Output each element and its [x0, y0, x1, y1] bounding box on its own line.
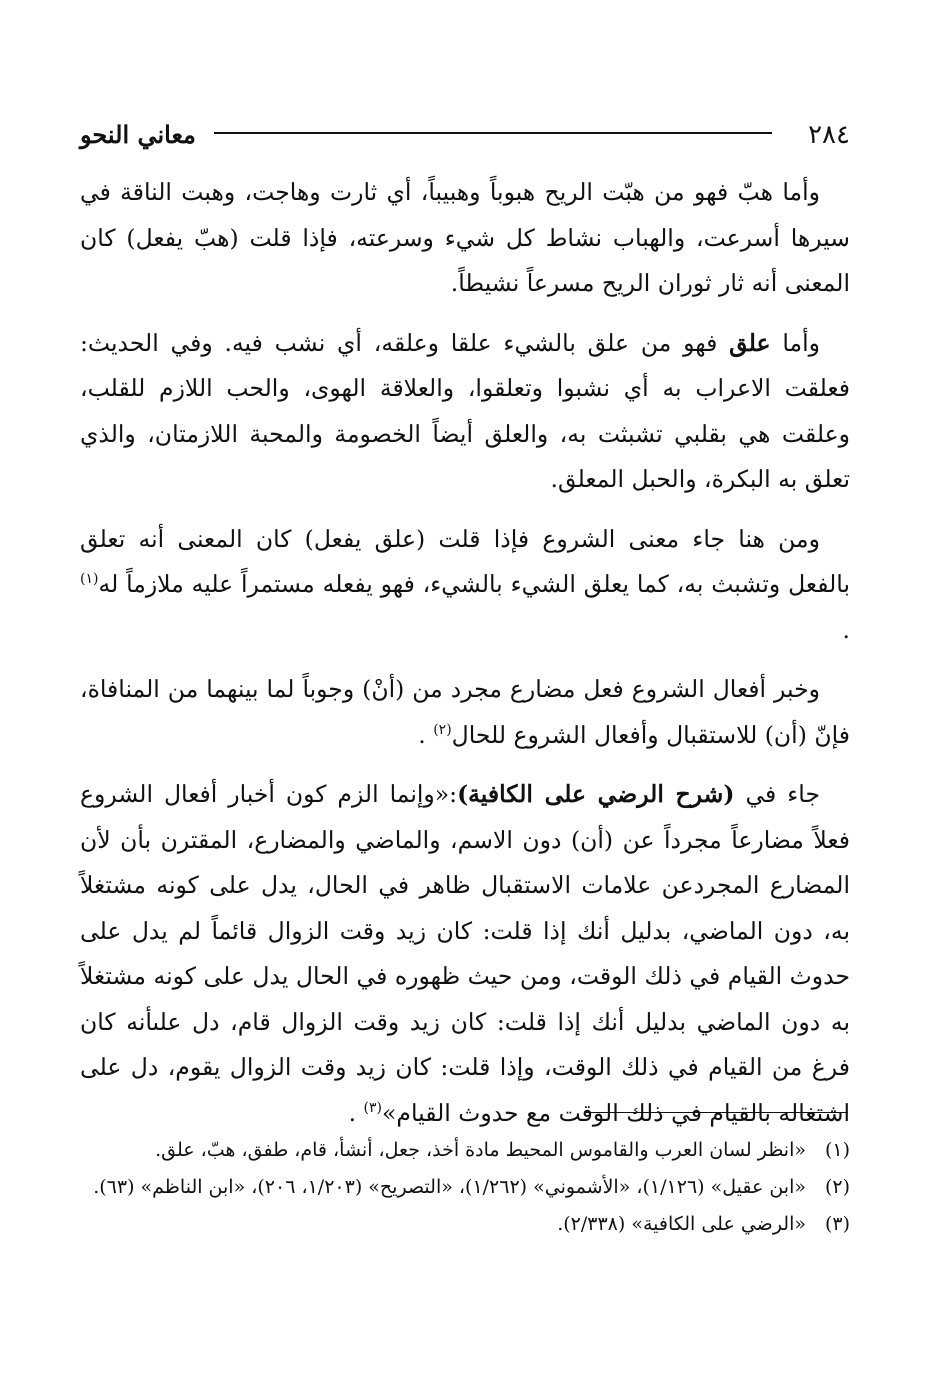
page-header: [80, 118, 850, 158]
footnote-ref-1[interactable]: (١): [80, 571, 99, 588]
footnote-text: «الرضي على الكافية» (٢/٣٣٨).: [557, 1213, 806, 1235]
header-rule: [214, 132, 772, 134]
running-title: معاني النحو: [80, 120, 196, 149]
footnote-number: (١): [824, 1139, 850, 1161]
footnote-separator: [586, 1112, 848, 1113]
footnote-number: (٣): [824, 1213, 850, 1235]
footnote-3: [80, 1210, 850, 1238]
paragraph-radi-quote: [80, 772, 850, 1136]
paragraph-end: .: [418, 720, 426, 749]
footnote-1: [80, 1136, 850, 1164]
paragraph-text: ومن هنا جاء معنى الشروع فإذا قلت (علق يفعل) كان المعنى أنه تعلق بالفعل وتشبث به، كما يعلق الشيء بالشيء، فهو يفعله مستمراً عليه ملازماً له: [80, 524, 850, 598]
main-text: [80, 170, 850, 1136]
paragraph-end: .: [842, 615, 850, 644]
paragraph-khabar: [80, 667, 850, 758]
paragraph-text: وأما هبّ فهو من هبّت الريح هبوباً وهبيباً، أي ثارت وهاجت، وهبت الناقة في سيرها أسرعت، والهباب نشاط كل شيء وسرعته، فإذا قلت (هبّ يفعل) كان المعنى أنه ثار ثوران الريح مسرعاً نشيطاً.: [80, 178, 850, 297]
paragraph-text: وخبر أفعال الشروع فعل مضارع مجرد من (أنْ) وجوباً لما بينهما من المنافاة، فإنّ (أن) للاستقبال وأفعال الشروع للحال: [80, 675, 850, 749]
page-number: ٢٨٤: [808, 120, 850, 150]
paragraph-lead: جاء في: [745, 780, 820, 808]
footnote-text: «ابن عقيل» (١/١٢٦)، «الأشموني» (١/٢٦٢)، «التصريح» (١/٢٠٣، ٢٠٦)، «ابن الناظم» (٦٣).: [93, 1176, 806, 1198]
footnote-ref-3[interactable]: (٣): [363, 1099, 383, 1116]
paragraph-shuru: [80, 517, 850, 654]
source-title: (شرح الرضي على الكافية): [457, 780, 735, 808]
paragraph-hubba: [80, 170, 850, 307]
paragraph-aliqa: [80, 321, 850, 503]
footnote-number: (٢): [824, 1176, 850, 1198]
paragraph-end: .: [348, 1098, 357, 1127]
paragraph-lead: وأما: [782, 328, 820, 357]
paragraph-text: فهو من علق بالشيء علقا وعلقه، أي نشب فيه. وفي الحديث: فعلقت الاعراب به أي نشبوا وتعلقوا، والعلاقة الهوى، والحب اللازم للقلب، وعلقت هي بقلبي تشبثت به، والعلق أيضاً الخصومة والمحبة اللازمتان، والذي تعلق به البكرة، والحبل المعلق.: [80, 328, 850, 493]
footnote-2: [80, 1173, 850, 1201]
term-aliqa: علق: [729, 328, 771, 357]
footnote-ref-2[interactable]: (٢): [433, 721, 452, 738]
footnote-text: «انظر لسان العرب والقاموس المحيط مادة أخذ، جعل، أنشأ، قام، طفق، هبّ، علق.: [155, 1139, 806, 1161]
footnotes: [80, 1136, 850, 1247]
quote-text: :«وإنما الزم كون أخبار أفعال الشروع فعلاً مضارعاً مجرداً عن (أن) دون الاسم، والماضي والمضارع، المقترن بأن لأن المضارع المجردعن علامات الاستقبال ظاهر في الحال، يدل على كونه مشتغلاً به، دون الماضي، بدليل أنك إذا قلت: كان زيد وقت الزوال قائماً لم يدل على حدوث القيام في ذلك الوقت، ومن حيث ظهوره في الحال يدل على كونه مشتغلاً به دون الماضي بدليل أنك إذا قلت: كان زيد وقت الزوال قام، دل علىأنه كان فرغ من القيام في ذلك الوقت، وإذا قلت: كان زيد وقت الزوال يقوم، دل على اشتغاله بالقيام في ذلك الوقت مع حدوث القيام»: [80, 780, 850, 1127]
